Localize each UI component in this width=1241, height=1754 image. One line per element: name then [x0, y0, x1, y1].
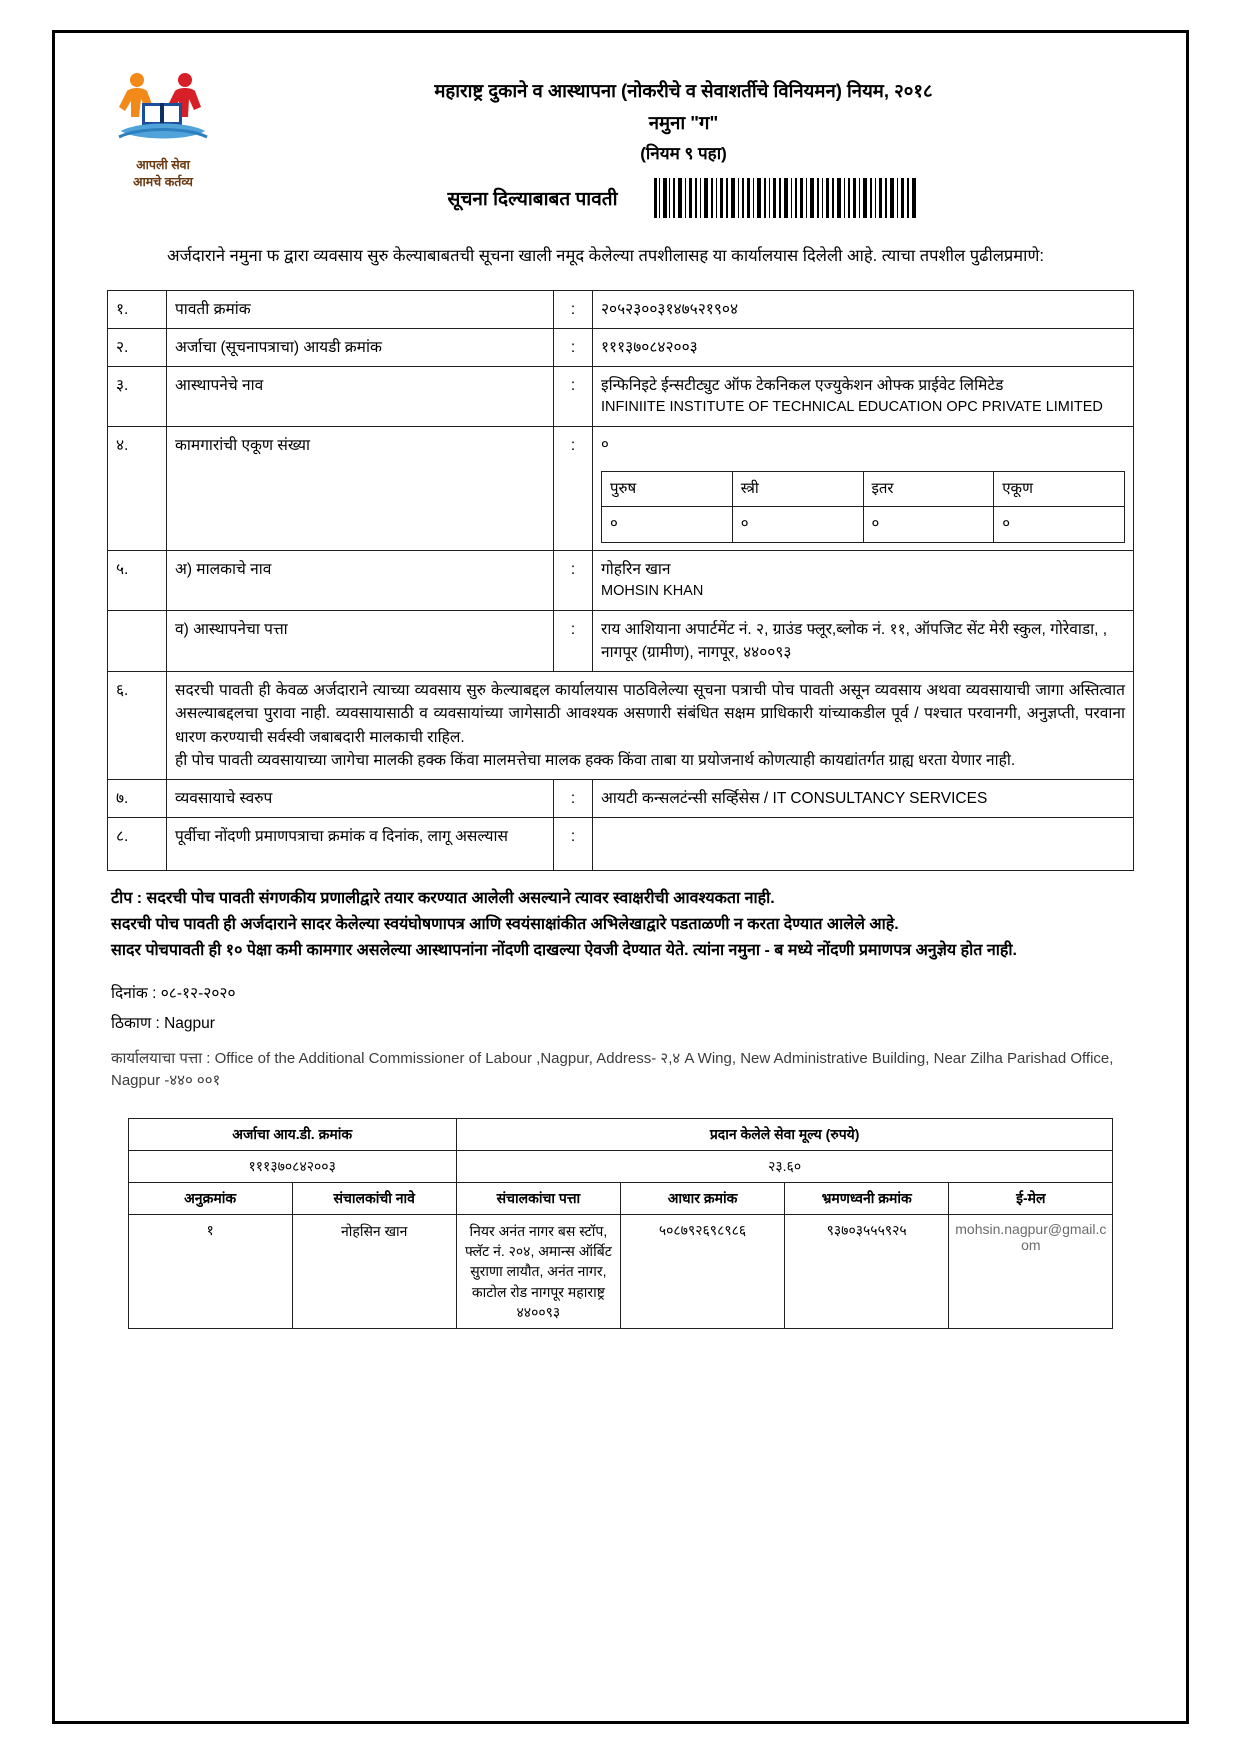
table-row [108, 672, 1134, 780]
place-line [111, 1009, 1134, 1038]
row-serial: ८. [108, 818, 167, 871]
row-label: पूर्वीचा नोंदणी प्रमाणपत्राचा क्रमांक व दिनांक, लागू असल्यास [167, 818, 554, 871]
intro-text: अर्जदाराने नमुना फ द्वारा व्यवसाय सुरु केल्याबाबतची सूचना खाली नमूद केलेल्या तपशीलासह या कार्यालयास दिलेली आहे. त्याचा तपशील पुढीलप्रमाणे: [167, 246, 1044, 265]
office-address-line [107, 1048, 1134, 1092]
value-application-id: १११३७०८४२००३ [128, 1150, 456, 1182]
row-label: व्यवसायाचे स्वरुप [167, 780, 554, 818]
table-row [602, 471, 1125, 507]
row-value: आयटी कन्सलटंन्सी सर्व्हिसेस / IT CONSULTANCY SERVICES [593, 780, 1134, 818]
date-label: दिनांक : [111, 985, 157, 1003]
value-service-fee: २३.६० [456, 1150, 1113, 1182]
column-header-email: ई-मेल [949, 1182, 1113, 1214]
intro-paragraph [107, 244, 1134, 270]
row-value [593, 367, 1134, 427]
cell-sr: १ [128, 1214, 292, 1328]
details-table [107, 290, 1134, 872]
establishment-name-marathi: इन्फिनिइटे ईन्सटीट्युट ऑफ टेकनिकल एज्युकेशन ओफ्क प्राईवेट लिमिटेड [601, 377, 1004, 395]
note-line-2: सदरची पोच पावती ही अर्जदाराने सादर केलेल्या स्वयंघोषणापत्र आणि स्वयंसाक्षांकीत अभिलेखाद्वारे पडताळणी न करता देण्यात आलेले आहे. [111, 916, 899, 934]
table-row [602, 507, 1125, 543]
header-application-id: अर्जाचा आय.डी. क्रमांक [128, 1118, 456, 1150]
table-row [108, 328, 1134, 366]
cell-other-count: ० [863, 507, 994, 543]
cell-total-count: ० [994, 507, 1125, 543]
row-colon: : [554, 290, 593, 328]
header-service-fee: प्रदान केलेले सेवा मूल्य (रुपये) [456, 1118, 1113, 1150]
meta-section [107, 979, 1134, 1038]
owner-name-marathi: गोहरिन खान [601, 560, 671, 578]
column-header-mobile: भ्रमणध्वनी क्रमांक [785, 1182, 949, 1214]
table-row [108, 780, 1134, 818]
row-value: १११३७०८४२००३ [593, 328, 1134, 366]
row-serial: ५. [108, 550, 167, 610]
logo-caption-line2: आमचे कर्तव्य [133, 174, 193, 189]
note-line-1: टीप : सदरची पोच पावती संगणकीय प्रणालीद्वारे तयार करण्यात आलेली असल्याने त्यावर स्वाक्षरीची आवश्यकता नाही. [111, 890, 775, 908]
row-colon: : [554, 427, 593, 551]
table-row [108, 290, 1134, 328]
worker-breakup-table [601, 471, 1125, 543]
cell-director-address: नियर अनंत नागर बस स्टॉप, फ्लॅट नं. २०४, अमान्स ऑर्बिट सुराणा लायौत, अनंत नागर, काटोल रोड नागपूर महाराष्ट्र ४४००९३ [456, 1214, 620, 1328]
table-row [108, 550, 1134, 610]
notes-section [107, 887, 1134, 963]
row-serial: ६. [108, 672, 167, 780]
date-line [111, 979, 1134, 1008]
table-row [108, 818, 1134, 871]
barcode [652, 178, 920, 218]
table-row [128, 1118, 1113, 1150]
row-value-empty [593, 818, 1134, 871]
column-header-director-address: संचालकांचा पत्ता [456, 1182, 620, 1214]
row-colon: : [554, 818, 593, 871]
row-label: अ) मालकाचे नाव [167, 550, 554, 610]
place-label: ठिकाण : [111, 1014, 160, 1032]
table-row [128, 1182, 1113, 1214]
column-header-female: स्त्री [732, 471, 863, 507]
row-serial: ४. [108, 427, 167, 551]
place-value: Nagpur [164, 1014, 215, 1032]
row-label: आस्थापनेचे नाव [167, 367, 554, 427]
clause-6-para-1: सदरची पावती ही केवळ अर्जदाराने त्याच्या व्यवसाय सुरु केल्याबद्दल कार्यालयास पाठविलेल्या सूचना पत्राची पोच पावती असून व्यवसाय अथवा व्यवसायाची जागा अस्तित्वात असल्याबद्दलचा पुरावा नाही. व्यवसायासाठी व व्यवसायांच्या जागेसाठी आवश्यक असणारी संबंधित सक्षम प्राधिकारी यांच्याकडील पूर्व / पश्चात परवानगी, अनुज्ञप्ती, परवाना धारण करण्याची सर्वस्वी जबाबदारी मालकाची राहिल. [175, 682, 1126, 746]
cell-director-name: नोहसिन खान [292, 1214, 456, 1328]
office-address-label: कार्यालयाचा पत्ता : [111, 1050, 211, 1068]
column-header-aadhaar: आधार क्रमांक [620, 1182, 784, 1214]
form-name: नमुना "ग" [648, 111, 719, 133]
logo-caption-line1: आपली सेवा [136, 158, 190, 172]
clause-6-cell [167, 672, 1134, 780]
rule-reference: (नियम ९ पहा) [640, 143, 727, 163]
table-row [128, 1150, 1113, 1182]
row-colon: : [554, 780, 593, 818]
page-title: सूचना दिल्याबाबत पावती [447, 188, 618, 210]
table-row [108, 367, 1134, 427]
aapli-seva-logo-icon [109, 67, 217, 155]
row-label: पावती क्रमांक [167, 290, 554, 328]
directors-table [128, 1118, 1114, 1329]
cell-mobile: ९३७०३५५५९२५ [785, 1214, 949, 1328]
column-header-other: इतर [863, 471, 994, 507]
document-header [107, 59, 1134, 218]
column-header-sr: अनुक्रमांक [128, 1182, 292, 1214]
document-page [52, 30, 1189, 1724]
row-serial: ३. [108, 367, 167, 427]
row-colon: : [554, 610, 593, 672]
establishment-name-english: INFINIITE INSTITUTE OF TECHNICAL EDUCATION OPC PRIVATE LIMITED [601, 399, 1103, 416]
table-row [128, 1214, 1113, 1328]
column-header-director-name: संचालकांची नावे [292, 1182, 456, 1214]
government-logo [107, 59, 219, 191]
row-value: २०५२३००३१४७५२१९०४ [593, 290, 1134, 328]
clause-6-para-2: ही पोच पावती व्यवसायाच्या जागेचा मालकी हक्क किंवा मालमत्तेचा मालक हक्क किंवा ताबा या प्रयोजनार्थ कोणत्याही कायद्यांतर्गत ग्राह्य धरता येणार नाही. [175, 751, 1016, 769]
row-value: राय आशियाना अपार्टमेंट नं. २, ग्राउंड फ्लूर,ब्लोक नं. ११, ऑपजिट सेंट मेरी स्कुल, गोरेवाडा, , नागपूर (ग्रामीण), नागपूर, ४४००९३ [593, 610, 1134, 672]
row-serial: १. [108, 290, 167, 328]
row-value [593, 550, 1134, 610]
row-colon: : [554, 367, 593, 427]
date-value: ०८-१२-२०२० [160, 985, 236, 1003]
row-label: व) आस्थापनेचा पत्ता [167, 610, 554, 672]
owner-name-english: MOHSIN KHAN [601, 582, 704, 599]
row-colon: : [554, 328, 593, 366]
column-header-total: एकूण [994, 471, 1125, 507]
note-line-3: सादर पोचपावती ही १० पेक्षा कमी कामगार असलेल्या आस्थापनांना नोंदणी दाखल्या ऐवजी देण्यात येते. त्यांना नमुना - ब मध्ये नोंदणी प्रमाणपत्र अनुज्ञेय होत नाही. [111, 942, 1017, 960]
rule-title: महाराष्ट्र दुकाने व आस्थापना (नोकरीचे व सेवाशर्तीचे विनियमन) नियम, २०१८ [434, 80, 933, 101]
cell-aadhaar: ५०८७९२६९८९८६ [620, 1214, 784, 1328]
row-colon: : [554, 550, 593, 610]
cell-male-count: ० [602, 507, 733, 543]
row-value [593, 427, 1134, 551]
cell-female-count: ० [732, 507, 863, 543]
table-row [108, 610, 1134, 672]
row-label: कामगारांची एकूण संख्या [167, 427, 554, 551]
row-serial: ७. [108, 780, 167, 818]
cell-email: mohsin.nagpur@gmail.com [949, 1214, 1113, 1328]
row-label: अर्जाचा (सूचनापत्राचा) आयडी क्रमांक [167, 328, 554, 366]
office-address-value: Office of the Additional Commissioner of Labour ,Nagpur, Address- २,४ A Wing, New Administrative Building, Near Zilha Parishad Office, Nagpur -४४० ००१ [111, 1050, 1114, 1089]
column-header-male: पुरुष [602, 471, 733, 507]
table-row [108, 427, 1134, 551]
row-serial [108, 610, 167, 672]
row-serial: २. [108, 328, 167, 366]
worker-total: ० [601, 436, 609, 454]
